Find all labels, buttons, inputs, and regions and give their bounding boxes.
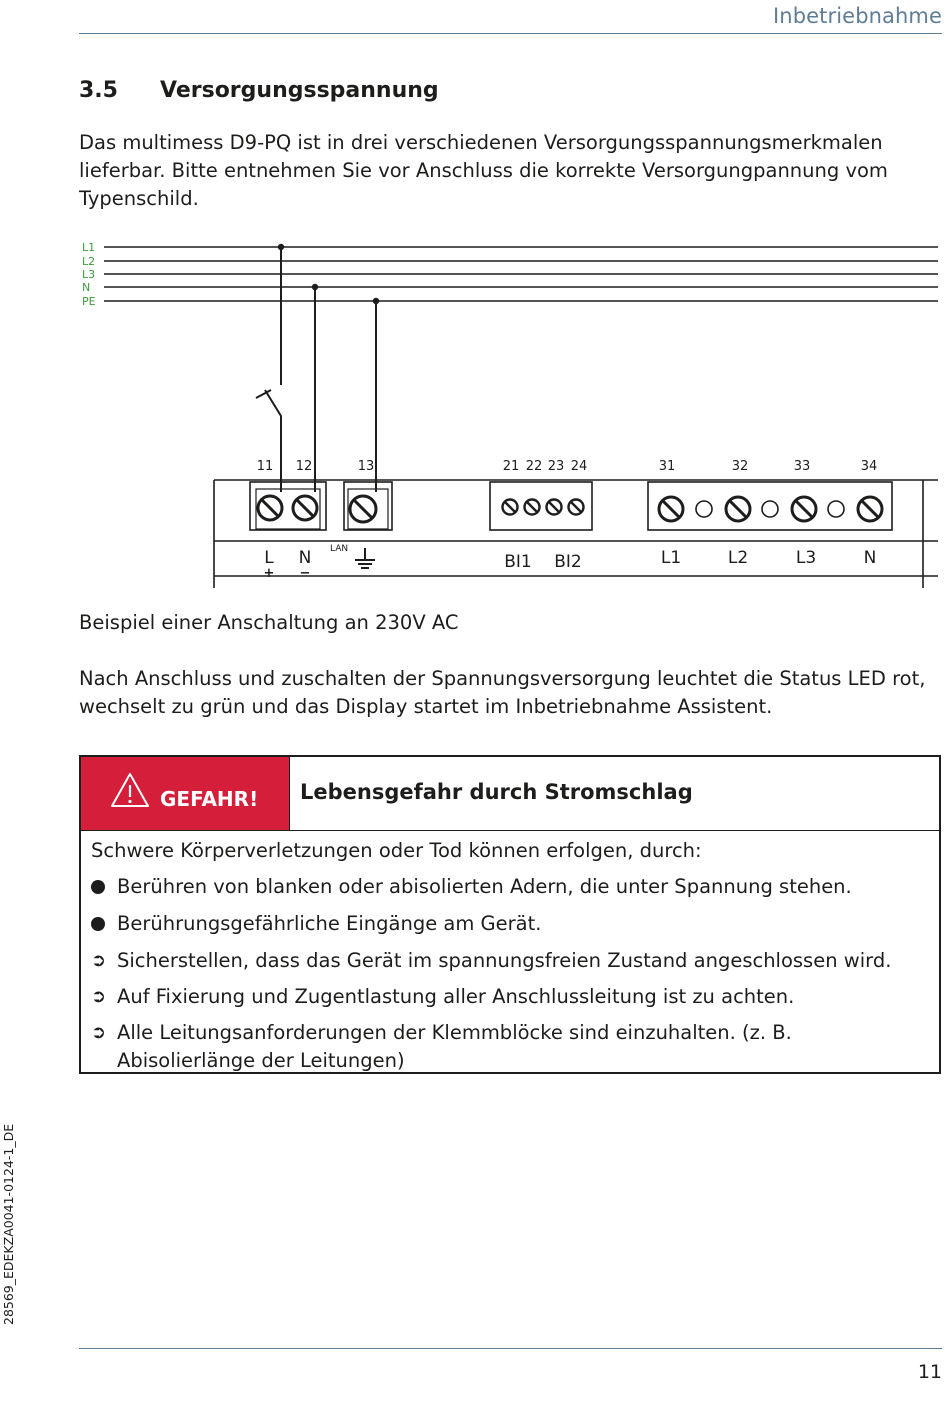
danger-intro: Schwere Körperverletzungen oder Tod können erfolgen, durch:	[91, 839, 702, 862]
danger-bullet	[91, 873, 929, 902]
footer-rule	[79, 1348, 942, 1349]
danger-label-box	[81, 757, 290, 830]
danger-action-text: Sicherstellen, dass das Gerät im spannungsfreien Zustand angeschlossen wird.	[117, 949, 892, 972]
terminal-number-21: 21	[502, 459, 520, 474]
section-number: 3.5	[79, 78, 118, 103]
danger-label: GEFAHR!	[160, 787, 259, 811]
danger-action-text: Auf Fixierung und Zugentlastung aller Anschlussleitung ist zu achten.	[117, 985, 795, 1008]
terminal-label-l3: L3	[795, 548, 817, 568]
polarity-plus: +	[263, 566, 275, 581]
terminal-label-n2: N	[863, 548, 877, 568]
danger-action	[91, 947, 929, 975]
terminal-block-power	[250, 482, 892, 530]
section-heading	[79, 78, 439, 103]
status-paragraph: Nach Anschluss und zuschalten der Spannungsversorgung leuchtet die Status LED rot, wechselt zu grün und das Display startet im Inbetriebnahme Assistent.	[79, 667, 926, 718]
danger-header	[81, 757, 939, 831]
danger-action	[91, 983, 929, 1011]
terminal-screws	[256, 489, 882, 529]
terminal-number-11: 11	[256, 459, 274, 474]
danger-bullet-text: Berührungsgefährliche Eingänge am Gerät.	[117, 912, 542, 935]
junction-n	[312, 284, 318, 290]
terminal-number-33: 33	[793, 459, 811, 474]
terminal-number-12: 12	[295, 459, 313, 474]
diagram-caption: Beispiel einer Anschaltung an 230V AC	[79, 611, 459, 634]
danger-action-text: Alle Leitungsanforderungen der Klemmblöcke sind einzuhalten. (z. B. Abisolierlänge der Leitungen)	[117, 1021, 792, 1072]
bus-label-l1: L1	[82, 241, 96, 254]
terminal-label-n: N	[298, 548, 312, 568]
terminal-label-l: L	[264, 548, 274, 568]
bus-label-n: N	[82, 281, 91, 294]
intro-paragraph: Das multimess D9-PQ ist in drei verschiedenen Versorgungsspannungsmerkmalen lieferbar. Bitte entnehmen Sie vor Anschluss die korrekte Versorgungpannung vom Typenschild.	[79, 131, 888, 210]
terminal-number-24: 24	[570, 459, 588, 474]
terminal-label-l2: L2	[727, 548, 749, 568]
switch-blade	[265, 390, 281, 492]
bullet-dot-icon	[91, 917, 105, 931]
bus-label-l2: L2	[82, 255, 96, 268]
bus-label-l3: L3	[82, 268, 96, 281]
wiring-diagram	[78, 230, 946, 590]
terminal-number-32: 32	[731, 459, 749, 474]
junction-pe	[373, 298, 379, 304]
terminal-label-bi2: BI2	[554, 552, 582, 572]
danger-notice	[79, 755, 941, 1074]
danger-bullet	[91, 910, 929, 939]
section-title: Versorgungsspannung	[160, 78, 439, 103]
terminal-label-lan: LAN	[330, 544, 349, 554]
terminal-number-23: 23	[547, 459, 565, 474]
warning-triangle-icon	[109, 771, 151, 809]
danger-title: Lebensgefahr durch Stromschlag	[300, 780, 693, 804]
terminal-number-34: 34	[860, 459, 878, 474]
danger-action	[91, 1019, 929, 1075]
action-arrow-icon: ➲	[91, 1022, 107, 1043]
action-arrow-icon: ➲	[91, 986, 107, 1007]
page-number: 11	[917, 1361, 942, 1383]
bullet-dot-icon	[91, 880, 105, 894]
header-rule	[79, 33, 942, 34]
danger-bullet-text: Berühren von blanken oder abisolierten Adern, die unter Spannung stehen.	[117, 875, 852, 898]
terminal-label-bi1: BI1	[504, 552, 532, 572]
bus-label-pe: PE	[82, 295, 96, 308]
page-header-title: Inbetriebnahme	[773, 4, 942, 28]
terminal-number-13: 13	[357, 459, 375, 474]
danger-body	[91, 837, 929, 1083]
terminal-number-31: 31	[658, 459, 676, 474]
terminal-label-l1: L1	[660, 548, 682, 568]
ground-icon	[355, 548, 375, 568]
polarity-minus: −	[299, 566, 311, 581]
action-arrow-icon: ➲	[91, 950, 107, 971]
terminal-number-22: 22	[525, 459, 543, 474]
document-code: 28569_EDEKZA0041-0124-1_DE	[1, 1123, 16, 1325]
junction-l1	[278, 244, 284, 250]
